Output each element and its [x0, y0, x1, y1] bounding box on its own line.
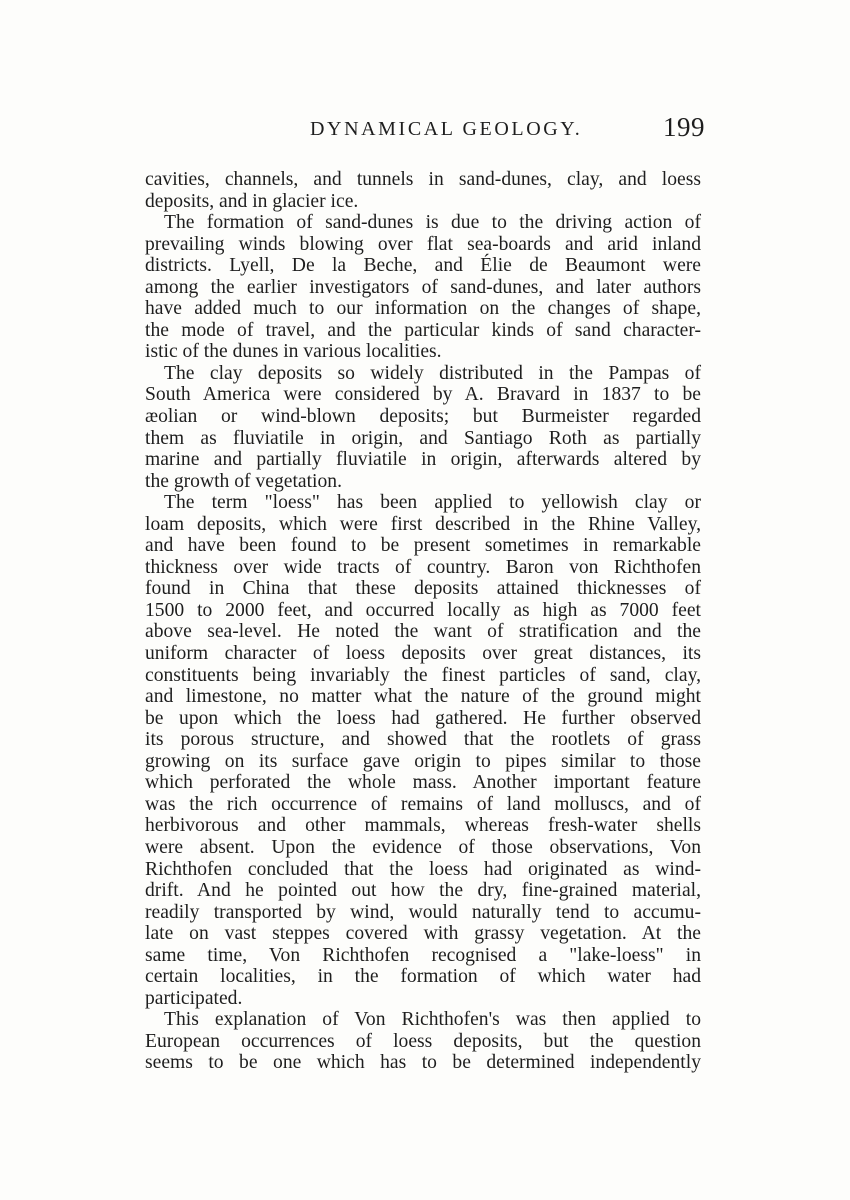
text-line: and have been found to be present sometimes in remarkable	[145, 535, 701, 557]
text-line: found in China that these deposits attained thicknesses of	[145, 578, 701, 600]
text-line: 1500 to 2000 feet, and occurred locally as high as 7000 feet	[145, 599, 701, 621]
text-line: constituents being invariably the finest particles of sand, clay,	[145, 664, 701, 686]
text-line: The formation of sand-dunes is due to the driving action of	[164, 212, 701, 234]
text-line: This explanation of Von Richthofen's was then applied to	[164, 1009, 701, 1031]
text-line: cavities, channels, and tunnels in sand-dunes, clay, and loess	[145, 169, 701, 190]
text-line: drift. And he pointed out how the dry, fine-grained material,	[145, 880, 701, 902]
text-line: The term "loess" has been applied to yellowish clay or	[164, 492, 701, 514]
text-line: among the earlier investigators of sand-dunes, and later authors	[145, 276, 701, 298]
text-line: them as fluviatile in origin, and Santiago Roth as partially	[145, 427, 701, 449]
text-line: readily transported by wind, would naturally tend to accumu-	[145, 901, 701, 923]
text-line: above sea-level. He noted the want of stratification and the	[145, 621, 701, 643]
text-line: seems to be one which has to be determined independently	[145, 1052, 701, 1074]
running-head: DYNAMICAL GEOLOGY.	[310, 118, 583, 140]
text-line: thickness over wide tracts of country. Baron von Richthofen	[145, 556, 701, 578]
text-line: herbivorous and other mammals, whereas fresh-water shells	[145, 815, 701, 837]
text-line: which perforated the whole mass. Another important feature	[145, 772, 701, 794]
text-line: South America were considered by A. Bravard in 1837 to be	[145, 384, 701, 406]
text-line: European occurrences of loess deposits, but the question	[145, 1030, 701, 1052]
text-line: æolian or wind-blown deposits; but Burmeister regarded	[145, 406, 701, 428]
text-line: prevailing winds blowing over flat sea-boards and arid inland	[145, 233, 701, 255]
text-line: participated.	[145, 987, 243, 1009]
page-number: 199	[663, 112, 705, 142]
page-header	[145, 112, 705, 156]
body-text	[145, 169, 701, 1074]
text-line: The clay deposits so widely distributed in the Pampas of	[164, 362, 701, 384]
text-line: have added much to our information on the changes of shape,	[145, 298, 701, 320]
text-line: deposits, and in glacier ice.	[145, 190, 359, 212]
text-line: districts. Lyell, De la Beche, and Élie de Beaumont were	[145, 255, 701, 277]
text-line: certain localities, in the formation of which water had	[145, 966, 701, 988]
text-line: its porous structure, and showed that the rootlets of grass	[145, 729, 701, 751]
text-line: same time, Von Richthofen recognised a "lake-loess" in	[145, 944, 701, 966]
text-line: and limestone, no matter what the nature of the ground might	[145, 686, 701, 708]
text-line: uniform character of loess deposits over great distances, its	[145, 643, 701, 665]
text-line: was the rich occurrence of remains of land molluscs, and of	[145, 793, 701, 815]
text-line: the mode of travel, and the particular kinds of sand character-	[145, 319, 701, 341]
text-line: be upon which the loess had gathered. He further observed	[145, 707, 701, 729]
text-line: istic of the dunes in various localities.	[145, 341, 442, 363]
text-line: late on vast steppes covered with grassy vegetation. At the	[145, 923, 701, 945]
text-line: were absent. Upon the evidence of those observations, Von	[145, 836, 701, 858]
text-line: growing on its surface gave origin to pipes similar to those	[145, 750, 701, 772]
text-line: marine and partially fluviatile in origin, afterwards altered by	[145, 449, 701, 471]
text-line: Richthofen concluded that the loess had originated as wind-	[145, 858, 701, 880]
text-line: the growth of vegetation.	[145, 470, 342, 492]
text-line: loam deposits, which were first described in the Rhine Valley,	[145, 513, 701, 535]
